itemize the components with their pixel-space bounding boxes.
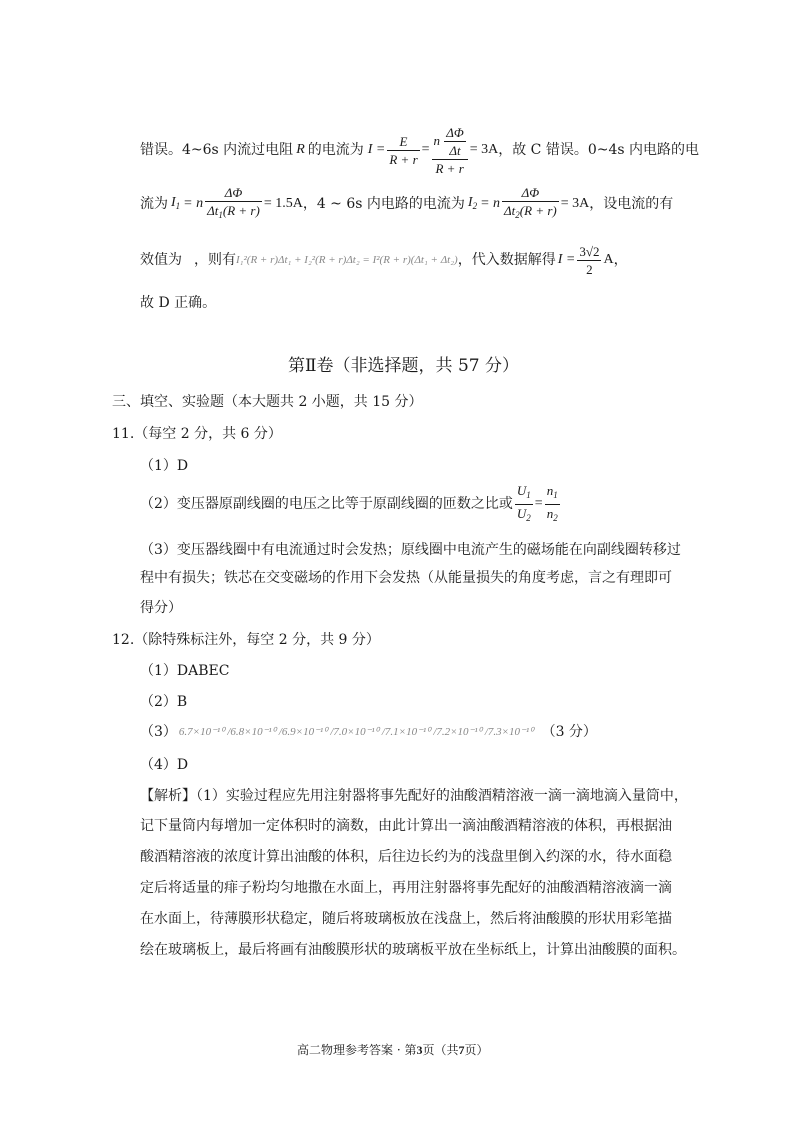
symbol-R: R bbox=[296, 142, 305, 157]
q12-answer-3-values: 6.7×10⁻¹⁰ /6.8×10⁻¹⁰ /6.9×10⁻¹⁰ /7.0×10⁻¹⁰ /7.1×10⁻¹⁰ /7.2×10⁻¹⁰ /7.3×10⁻¹⁰ bbox=[178, 726, 534, 738]
page-total: 7 bbox=[458, 1043, 465, 1057]
answer-line-3: 效值为 ，则有 I₁²(R + r)Δt₁ + I₂²(R + r)Δt₂ = I²(R + r)(Δt₁ + Δt₂) ，代入数据解得 I = $\frac{3√2}{2}$ A ， bbox=[140, 243, 628, 277]
fraction-U1-U2: $\frac{U_1}{U_2}$ bbox=[516, 482, 531, 523]
q12-answer-3: （3） 6.7×10⁻¹⁰ /6.8×10⁻¹⁰ /6.9×10⁻¹⁰ /7.0×10⁻¹⁰ /7.1×10⁻¹⁰ /7.2×10⁻¹⁰ /7.3×10⁻¹⁰ （3 分） bbox=[140, 724, 597, 740]
q11-heading: 11.（每空 2 分，共 6 分） bbox=[112, 426, 282, 442]
analysis-line-6: 绘在玻璃板上，最后将画有油酸膜形状的玻璃板平放在坐标纸上，计算出油酸膜的面积。 bbox=[140, 942, 686, 958]
section-3-heading: 三、填空、实验题（本大题共 2 小题，共 15 分） bbox=[112, 394, 423, 410]
q11-answer-3-line-2: 程中有损失；铁芯在交变磁场的作用下会发热（从能量损失的角度考虑，言之有理即可 bbox=[140, 570, 672, 586]
q11-answer-3-line-1: （3）变压器线圈中有电流通过时会发热；原线圈中电流产生的磁场能在向副线圈转移过 bbox=[140, 542, 681, 558]
analysis-line-5: 在水面上，待薄膜形状稳定，随后将玻璃板放在浅盘上，然后将油酸膜的形状用彩笔描 bbox=[140, 911, 672, 927]
fraction-n1-n2: $\frac{n_1}{n_2}$ bbox=[546, 482, 558, 523]
fraction-emf-over-Rr: n $\frac{\Delta\Phi}{\Delta t}$ R + r bbox=[432, 124, 468, 177]
energy-equation: I₁²(R + r)Δt₁ + I₂²(R + r)Δt₂ = I²(R + r)(Δt₁ + Δt₂) bbox=[236, 254, 458, 266]
analysis-line-2: 记下量筒内每增加一定体积时的滴数，由此计算出一滴油酸酒精溶液的体积，再根据油 bbox=[140, 818, 672, 834]
analysis-line-1: 【解析】（1）实验过程应先用注射器将事先配好的油酸酒精溶液一滴一滴地滴入量筒中， bbox=[140, 788, 688, 804]
analysis-line-3: 酸酒精溶液的浓度计算出油酸的体积，后往边长约为的浅盘里倒入约深的水，待水面稳 bbox=[140, 849, 672, 865]
q11-answer-3-line-3: 得分） bbox=[140, 600, 182, 616]
answer-line-4: 故 D 正确。 bbox=[140, 295, 217, 311]
q12-answer-1: （1）DABEC bbox=[140, 663, 230, 679]
analysis-line-4: 定后将适量的痱子粉均匀地撒在水面上，再用注射器将事先配好的油酸酒精溶液滴一滴 bbox=[140, 880, 672, 896]
symbol-I1: $I_1$ bbox=[171, 194, 181, 211]
page-footer: 高二物理参考答案 · 第3页（共7页） bbox=[297, 1043, 489, 1057]
answer-line-1: 错误。4~6s 内流过电阻 R 的电流为 I = $\frac{E}{R + r}$ = n $\frac{\Delta\Phi}{\Delta t}$ R + r = 3A ，故 C 错误。0~4s 内电路的电 bbox=[140, 124, 700, 176]
text: 错误。4~6s 内流过电阻 bbox=[140, 142, 294, 158]
q12-heading: 12.（除特殊标注外，每空 2 分，共 9 分） bbox=[112, 632, 380, 648]
symbol-I2: $I_2$ bbox=[467, 194, 478, 211]
q12-answer-2: （2）B bbox=[140, 694, 188, 710]
fraction-I2: $\frac{\Delta\Phi}{\Delta t_2(R + r)}$ bbox=[504, 185, 557, 220]
page-number: 3 bbox=[416, 1043, 423, 1057]
q11-answer-1: （1）D bbox=[140, 458, 189, 474]
fraction-result: $\frac{3√2}{2}$ bbox=[579, 243, 600, 277]
fraction-E-over-Rr: $\frac{E}{R + r}$ bbox=[389, 133, 418, 167]
text: 的电流为 bbox=[307, 142, 364, 158]
answer-line-2: 流为 $I_1$ = n $\frac{\Delta\Phi}{\Delta t_1(R + r)}$ = 1.5A ，4 ~ 6s 内电路的电流为 $I_2$ = n $\frac{\Delta\Phi}{\Delta t_2(R + r)}$ = 3A ，设电流的有 bbox=[140, 184, 673, 224]
symbol-I: I = bbox=[367, 142, 386, 157]
text: ，故 C 错误。0~4s 内电路的电 bbox=[498, 142, 700, 158]
analysis-label: 【解析】 bbox=[140, 788, 196, 804]
section-title: 第Ⅱ卷（非选择题，共 57 分） bbox=[288, 356, 519, 376]
q12-answer-4: （4）D bbox=[140, 757, 189, 773]
q11-answer-2: （2）变压器原副线圈的电压之比等于原副线圈的匝数之比或 $\frac{U_1}{U_2}$ = $\frac{n_1}{n_2}$ bbox=[140, 484, 562, 524]
fraction-I1: $\frac{\Delta\Phi}{\Delta t_1(R + r)}$ bbox=[207, 185, 260, 220]
